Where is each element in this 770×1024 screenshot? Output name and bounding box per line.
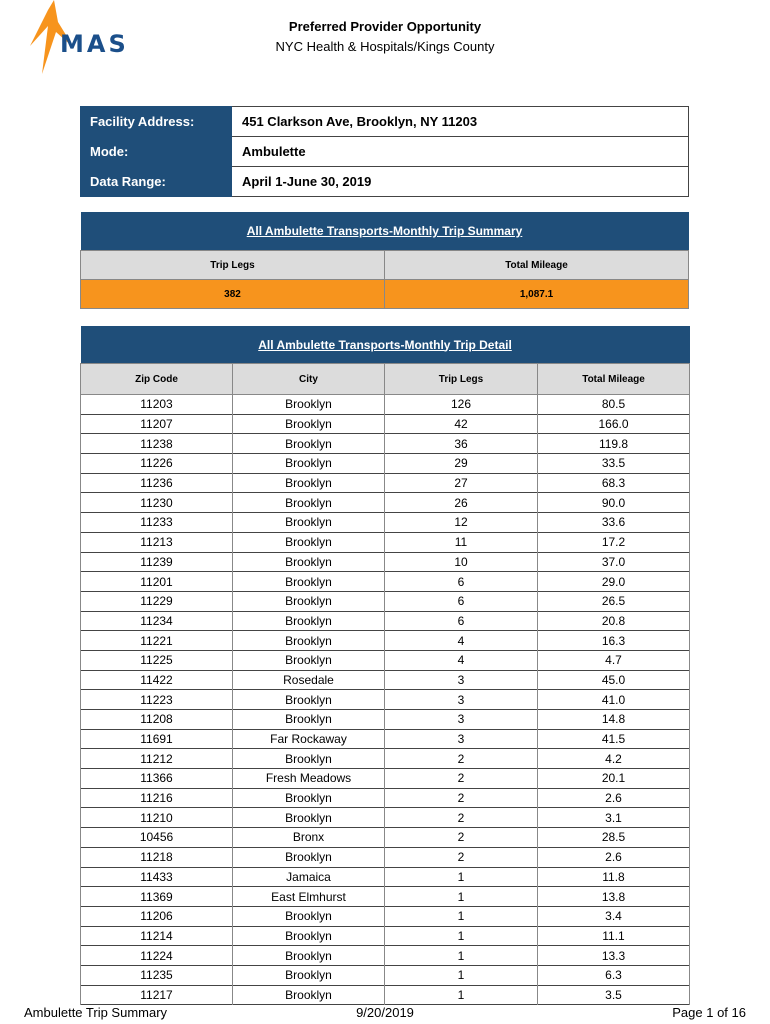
- zip-code-cell: 11433: [81, 867, 233, 887]
- total-mileage-cell: 29.0: [538, 572, 690, 592]
- zip-code-cell: 11230: [81, 493, 233, 513]
- city-cell: Brooklyn: [233, 414, 385, 434]
- city-cell: Brooklyn: [233, 710, 385, 730]
- trip-legs-cell: 2: [385, 769, 538, 789]
- zip-code-cell: 11239: [81, 552, 233, 572]
- trip-summary-table: [80, 212, 689, 309]
- city-cell: Brooklyn: [233, 847, 385, 867]
- trip-legs-cell: 1: [385, 867, 538, 887]
- info-row-address: [81, 107, 689, 137]
- zip-code-cell: 11214: [81, 926, 233, 946]
- total-mileage-cell: 13.8: [538, 887, 690, 907]
- total-mileage-cell: 28.5: [538, 828, 690, 848]
- total-mileage-cell: 119.8: [538, 434, 690, 454]
- trip-legs-cell: 3: [385, 670, 538, 690]
- trip-legs-cell: 10: [385, 552, 538, 572]
- total-mileage-cell: 166.0: [538, 414, 690, 434]
- total-mileage-cell: 2.6: [538, 847, 690, 867]
- trip-legs-cell: 2: [385, 847, 538, 867]
- city-cell: Brooklyn: [233, 690, 385, 710]
- summary-header-trip-legs: Trip Legs: [81, 251, 385, 280]
- zip-code-cell: 11236: [81, 473, 233, 493]
- trip-legs-cell: 3: [385, 729, 538, 749]
- table-row: [81, 454, 690, 474]
- page-title: Preferred Provider Opportunity: [288, 19, 482, 34]
- city-cell: Brooklyn: [233, 552, 385, 572]
- city-cell: Brooklyn: [233, 395, 385, 415]
- zip-code-cell: 11203: [81, 395, 233, 415]
- total-mileage-cell: 26.5: [538, 591, 690, 611]
- trip-legs-cell: 1: [385, 906, 538, 926]
- total-mileage-cell: 2.6: [538, 788, 690, 808]
- zip-code-cell: 10456: [81, 828, 233, 848]
- summary-header-total-mileage: Total Mileage: [385, 251, 689, 280]
- trip-legs-cell: 3: [385, 710, 538, 730]
- total-mileage-cell: 4.2: [538, 749, 690, 769]
- footer-report-name: Ambulette Trip Summary: [24, 1005, 168, 1020]
- table-row: [81, 650, 690, 670]
- zip-code-cell: 11226: [81, 454, 233, 474]
- zip-code-cell: 11206: [81, 906, 233, 926]
- total-mileage-cell: 20.1: [538, 769, 690, 789]
- city-cell: Brooklyn: [233, 454, 385, 474]
- city-cell: Brooklyn: [233, 532, 385, 552]
- zip-code-cell: 11207: [81, 414, 233, 434]
- trip-legs-cell: 6: [385, 572, 538, 592]
- summary-trip-legs-value: 382: [81, 280, 385, 309]
- city-cell: Brooklyn: [233, 808, 385, 828]
- total-mileage-cell: 90.0: [538, 493, 690, 513]
- total-mileage-cell: 3.5: [538, 985, 690, 1005]
- footer-date: 9/20/2019: [356, 1005, 414, 1020]
- zip-code-cell: 11212: [81, 749, 233, 769]
- trip-legs-cell: 1: [385, 926, 538, 946]
- city-cell: Brooklyn: [233, 434, 385, 454]
- trip-legs-cell: 12: [385, 513, 538, 533]
- trip-legs-cell: 6: [385, 591, 538, 611]
- trip-legs-cell: 3: [385, 690, 538, 710]
- trip-legs-cell: 42: [385, 414, 538, 434]
- table-row: [81, 887, 690, 907]
- zip-code-cell: 11213: [81, 532, 233, 552]
- trip-legs-cell: 2: [385, 788, 538, 808]
- table-row: [81, 729, 690, 749]
- city-cell: Bronx: [233, 828, 385, 848]
- city-cell: Jamaica: [233, 867, 385, 887]
- city-cell: Brooklyn: [233, 493, 385, 513]
- trip-legs-cell: 4: [385, 631, 538, 651]
- zip-code-cell: 11233: [81, 513, 233, 533]
- table-row: [81, 946, 690, 966]
- info-label: Mode:: [81, 137, 232, 167]
- total-mileage-cell: 20.8: [538, 611, 690, 631]
- city-cell: East Elmhurst: [233, 887, 385, 907]
- trip-legs-cell: 11: [385, 532, 538, 552]
- trip-legs-cell: 1: [385, 887, 538, 907]
- trip-legs-cell: 26: [385, 493, 538, 513]
- table-row: [81, 552, 690, 572]
- zip-code-cell: 11210: [81, 808, 233, 828]
- zip-code-cell: 11217: [81, 985, 233, 1005]
- table-row: [81, 985, 690, 1005]
- city-cell: Brooklyn: [233, 749, 385, 769]
- table-row: [81, 513, 690, 533]
- table-row: [81, 690, 690, 710]
- total-mileage-cell: 37.0: [538, 552, 690, 572]
- table-row: [81, 808, 690, 828]
- total-mileage-cell: 68.3: [538, 473, 690, 493]
- zip-code-cell: 11234: [81, 611, 233, 631]
- column-header-city: City: [233, 364, 385, 395]
- zip-code-cell: 11229: [81, 591, 233, 611]
- city-cell: Far Rockaway: [233, 729, 385, 749]
- info-value: Ambulette: [232, 137, 689, 167]
- trip-legs-cell: 6: [385, 611, 538, 631]
- city-cell: Brooklyn: [233, 591, 385, 611]
- table-row: [81, 670, 690, 690]
- zip-code-cell: 11691: [81, 729, 233, 749]
- info-label: Data Range:: [81, 167, 232, 197]
- trip-legs-cell: 27: [385, 473, 538, 493]
- logo-text: MAS: [60, 30, 129, 58]
- trip-detail-table: [80, 326, 690, 1005]
- trip-legs-cell: 2: [385, 808, 538, 828]
- city-cell: Rosedale: [233, 670, 385, 690]
- total-mileage-cell: 11.1: [538, 926, 690, 946]
- column-header-zip-code: Zip Code: [81, 364, 233, 395]
- zip-code-cell: 11366: [81, 769, 233, 789]
- city-cell: Fresh Meadows: [233, 769, 385, 789]
- total-mileage-cell: 11.8: [538, 867, 690, 887]
- summary-title: All Ambulette Transports-Monthly Trip Summary: [81, 212, 689, 251]
- table-row: [81, 769, 690, 789]
- total-mileage-cell: 13.3: [538, 946, 690, 966]
- city-cell: Brooklyn: [233, 513, 385, 533]
- trip-legs-cell: 2: [385, 749, 538, 769]
- detail-title: All Ambulette Transports-Monthly Trip Detail: [81, 326, 690, 364]
- column-header-total-mileage: Total Mileage: [538, 364, 690, 395]
- facility-info-table: [80, 106, 689, 197]
- table-row: [81, 434, 690, 454]
- table-row: [81, 631, 690, 651]
- info-value: April 1-June 30, 2019: [232, 167, 689, 197]
- table-row: [81, 611, 690, 631]
- city-cell: Brooklyn: [233, 926, 385, 946]
- total-mileage-cell: 33.5: [538, 454, 690, 474]
- zip-code-cell: 11369: [81, 887, 233, 907]
- total-mileage-cell: 16.3: [538, 631, 690, 651]
- trip-legs-cell: 1: [385, 965, 538, 985]
- table-row: [81, 867, 690, 887]
- city-cell: Brooklyn: [233, 965, 385, 985]
- zip-code-cell: 11221: [81, 631, 233, 651]
- zip-code-cell: 11218: [81, 847, 233, 867]
- trip-legs-cell: 1: [385, 946, 538, 966]
- trip-legs-cell: 4: [385, 650, 538, 670]
- info-row-date-range: [81, 167, 689, 197]
- total-mileage-cell: 45.0: [538, 670, 690, 690]
- info-label: Facility Address:: [81, 107, 232, 137]
- table-row: [81, 532, 690, 552]
- table-row: [81, 847, 690, 867]
- table-row: [81, 906, 690, 926]
- city-cell: Brooklyn: [233, 788, 385, 808]
- trip-legs-cell: 29: [385, 454, 538, 474]
- total-mileage-cell: 41.5: [538, 729, 690, 749]
- city-cell: Brooklyn: [233, 631, 385, 651]
- city-cell: Brooklyn: [233, 572, 385, 592]
- table-row: [81, 473, 690, 493]
- total-mileage-cell: 41.0: [538, 690, 690, 710]
- trip-legs-cell: 126: [385, 395, 538, 415]
- table-row: [81, 828, 690, 848]
- city-cell: Brooklyn: [233, 611, 385, 631]
- info-value: 451 Clarkson Ave, Brooklyn, NY 11203: [232, 107, 689, 137]
- page-subtitle: NYC Health & Hospitals/Kings County: [275, 39, 495, 54]
- total-mileage-cell: 33.6: [538, 513, 690, 533]
- total-mileage-cell: 3.1: [538, 808, 690, 828]
- city-cell: Brooklyn: [233, 650, 385, 670]
- zip-code-cell: 11201: [81, 572, 233, 592]
- total-mileage-cell: 80.5: [538, 395, 690, 415]
- table-row: [81, 591, 690, 611]
- table-row: [81, 710, 690, 730]
- zip-code-cell: 11422: [81, 670, 233, 690]
- zip-code-cell: 11223: [81, 690, 233, 710]
- table-row: [81, 788, 690, 808]
- zip-code-cell: 11208: [81, 710, 233, 730]
- total-mileage-cell: 6.3: [538, 965, 690, 985]
- total-mileage-cell: 14.8: [538, 710, 690, 730]
- zip-code-cell: 11238: [81, 434, 233, 454]
- zip-code-cell: 11235: [81, 965, 233, 985]
- city-cell: Brooklyn: [233, 906, 385, 926]
- table-row: [81, 926, 690, 946]
- table-row: [81, 493, 690, 513]
- table-row: [81, 572, 690, 592]
- table-row: [81, 965, 690, 985]
- summary-total-mileage-value: 1,087.1: [385, 280, 689, 309]
- table-row: [81, 395, 690, 415]
- trip-legs-cell: 36: [385, 434, 538, 454]
- zip-code-cell: 11216: [81, 788, 233, 808]
- trip-legs-cell: 2: [385, 828, 538, 848]
- total-mileage-cell: 3.4: [538, 906, 690, 926]
- city-cell: Brooklyn: [233, 473, 385, 493]
- trip-legs-cell: 1: [385, 985, 538, 1005]
- zip-code-cell: 11224: [81, 946, 233, 966]
- table-row: [81, 414, 690, 434]
- column-header-trip-legs: Trip Legs: [385, 364, 538, 395]
- total-mileage-cell: 17.2: [538, 532, 690, 552]
- city-cell: Brooklyn: [233, 985, 385, 1005]
- zip-code-cell: 11225: [81, 650, 233, 670]
- total-mileage-cell: 4.7: [538, 650, 690, 670]
- table-row: [81, 749, 690, 769]
- info-row-mode: [81, 137, 689, 167]
- city-cell: Brooklyn: [233, 946, 385, 966]
- footer-page-number: Page 1 of 16: [672, 1005, 746, 1020]
